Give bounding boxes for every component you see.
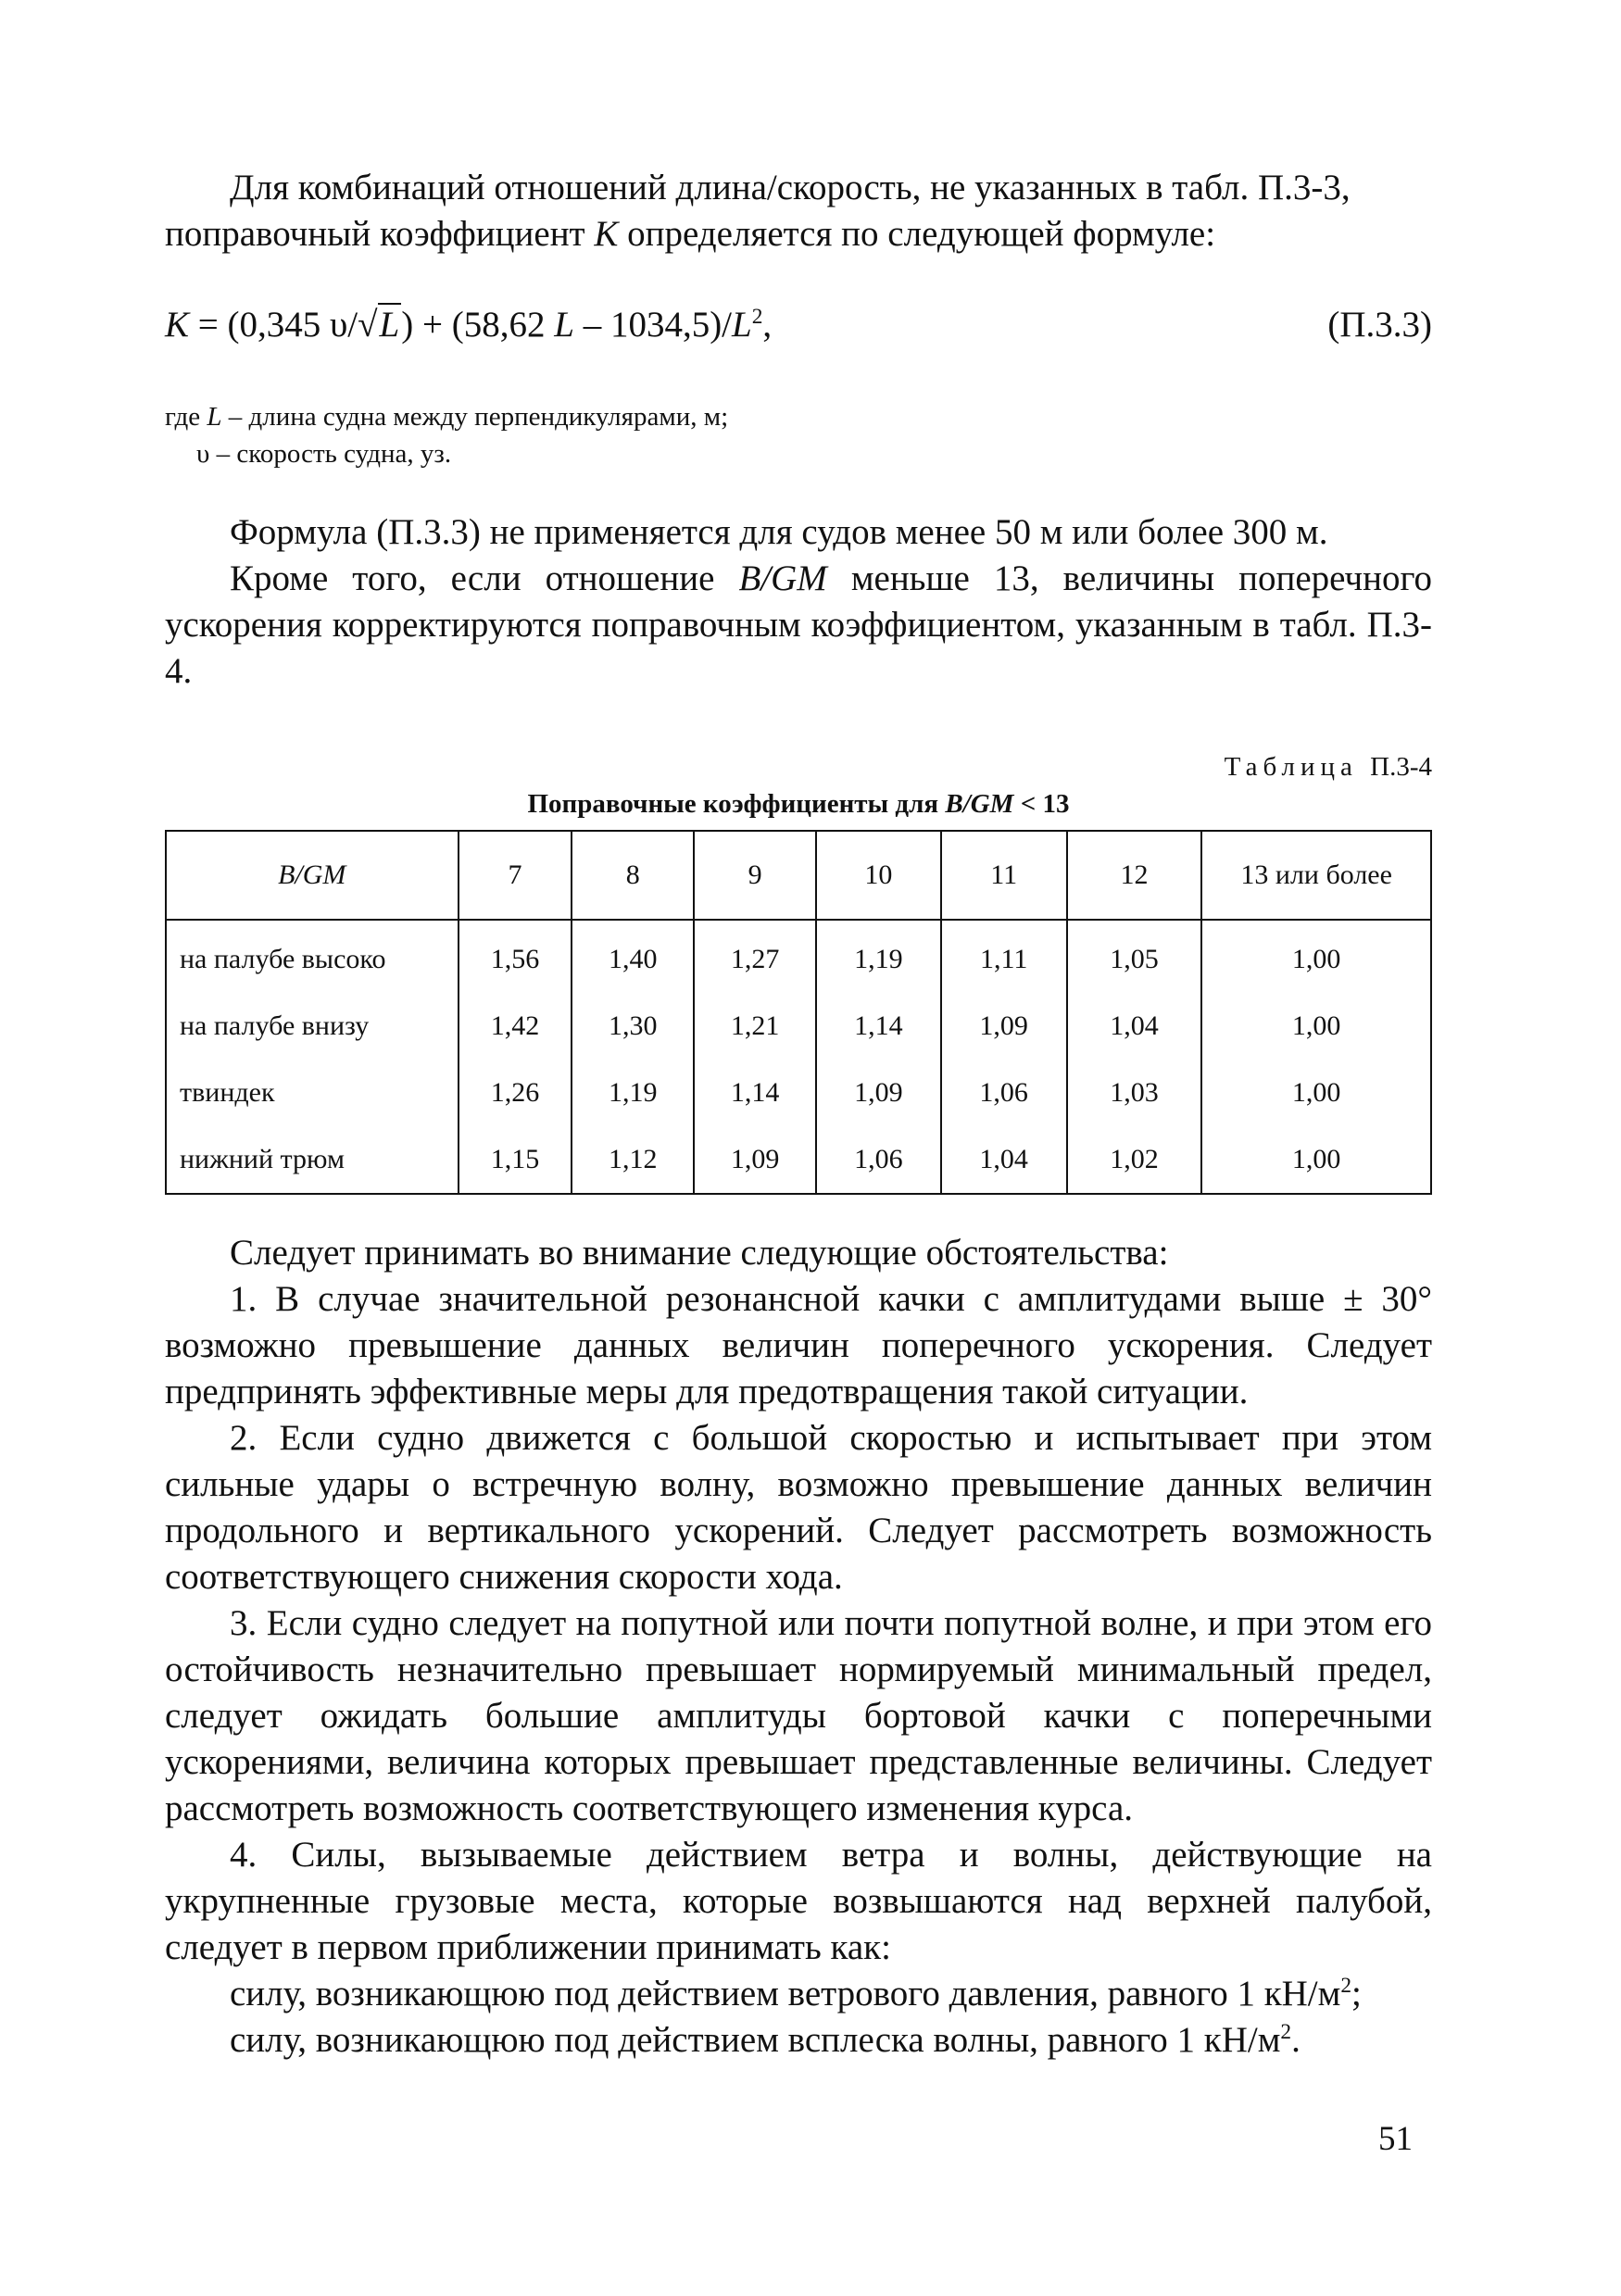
paragraph-2-var: B/GM [738,558,827,598]
header-11: 11 [941,831,1067,920]
definition-prefix: где [165,402,207,432]
table-cell: 1,30 [572,993,694,1060]
table-row [166,920,1431,993]
table-cell: 1,04 [941,1126,1067,1194]
table-cell: 1,09 [694,1126,816,1194]
page-number: 51 [1378,2120,1413,2158]
formula-part-2: ) + (58,62 [401,305,555,345]
intro-text-end: определяется по следующей формуле: [618,214,1216,254]
table-cell: 1,03 [1067,1060,1202,1126]
paragraph-2 [165,556,1432,695]
table-cell: 1,09 [816,1060,941,1126]
table-caption [165,789,1432,820]
table-row [166,1060,1431,1126]
variable-definitions [165,398,728,472]
header-12: 12 [1067,831,1202,920]
row-label: на палубе внизу [166,993,459,1060]
definition-l-text: – длина судна между перпендикулярами, м; [221,402,729,432]
formula-part-1: = (0,345 υ/√ [189,305,378,345]
row-label: твиндек [166,1060,459,1126]
paragraph-2-after: меньше 13, величины поперечного ускорения корректируются поправочным коэффициентом, указанным в табл. П.3-4. [165,558,1432,691]
table-cell: 1,00 [1201,1126,1431,1194]
header-bgm [166,831,459,920]
formula-tail: , [762,305,773,345]
paragraph-2-before: Кроме того, если отношение [230,558,739,598]
formula-p33 [165,304,1432,359]
row-label: на палубе высоко [166,920,459,993]
table-label-word: Таблица [1224,752,1358,782]
consideration-item-1: 1. В случае значительной резонансной качки с амплитудами выше ± 30° возможно превышение данных величин поперечного ускорения. Следует предпринять эффективные меры для предотвращения такой ситуации. [165,1279,1432,1411]
formula-var-l: L [554,305,574,345]
formula-part-3: – 1034,5)/ [573,305,733,345]
table-cell: 1,11 [941,920,1067,993]
table-cell: 1,19 [816,920,941,993]
table-cell: 1,26 [459,1060,572,1126]
table-cell: 1,21 [694,993,816,1060]
table-cell: 1,00 [1201,920,1431,993]
force-wind [165,1971,1432,2017]
table-cell: 1,02 [1067,1126,1202,1194]
table-cell: 1,56 [459,920,572,993]
caption-after: < 13 [1013,789,1070,819]
row-label: нижний трюм [166,1126,459,1194]
force-wave-text: силу, возникающюю под действием всплеска волны, равного 1 кН/м [230,2020,1281,2060]
intro-line-2 [165,211,1432,257]
table-cell: 1,05 [1067,920,1202,993]
definition-var-l: L [207,402,222,432]
sqrt-overline [378,303,402,345]
header-8: 8 [572,831,694,920]
table-header-row [166,831,1431,920]
caption-before: Поправочные коэффициенты для [527,789,946,819]
table-cell: 1,15 [459,1126,572,1194]
table-label-number: П.3-4 [1370,752,1432,782]
table-cell: 1,27 [694,920,816,993]
consideration-item-4: 4. Силы, вызываемые действием ветра и волны, действующие на укрупненные грузовые места, которые возвышаются над верхней палубой, следует в первом приближении принимать как: [165,1835,1432,1967]
formula-exponent: 2 [751,305,763,329]
correction-coefficients-table [165,830,1432,1195]
table-row [166,1126,1431,1194]
intro-paragraph [165,165,1432,257]
formula-sqrt-arg: L [379,305,400,345]
intro-text: поправочный коэффициент [165,214,595,254]
table-cell: 1,04 [1067,993,1202,1060]
header-13-or-more: 13 или более [1201,831,1431,920]
considerations-intro: Следует принимать во внимание следующие обстоятельства: [230,1233,1169,1273]
header-9: 9 [694,831,816,920]
consideration-item-2: 2. Если судно движется с большой скоростью и испытывает при этом сильные удары о встречную волну, возможно превышение данных величин продольного и вертикального ускорений. Следует рассмотреть возможность соответствующего снижения скорости хода. [165,1418,1432,1597]
table-cell: 1,00 [1201,1060,1431,1126]
force-wave-tail: . [1291,2020,1301,2060]
formula-number: (П.3.3) [1327,305,1432,345]
table-label [1225,752,1432,783]
force-wave-exponent: 2 [1280,2020,1292,2044]
header-7: 7 [459,831,572,920]
formula-lhs: K [165,305,190,345]
force-wind-tail: ; [1351,1974,1362,2014]
paragraph-1: Формула (П.3.3) не применяется для судов менее 50 м или более 300 м. [230,512,1328,552]
intro-line-1: Для комбинаций отношений длина/скорость, не указанных в табл. П.3-3, [230,168,1351,207]
definition-l [165,398,728,435]
considerations-section [165,1230,1432,2064]
table-cell: 1,12 [572,1126,694,1194]
header-bgm-text: B/GM [278,859,346,890]
variable-k: K [594,214,619,254]
caption-var: B/GM [945,789,1014,819]
table-cell: 1,14 [816,993,941,1060]
table-cell: 1,00 [1201,993,1431,1060]
force-wind-exponent: 2 [1340,1974,1352,1998]
table-cell: 1,09 [941,993,1067,1060]
force-wave [165,2017,1432,2064]
header-10: 10 [816,831,941,920]
definition-v: υ – скорость судна, уз. [196,439,452,469]
table-cell: 1,06 [941,1060,1067,1126]
table-cell: 1,42 [459,993,572,1060]
table-cell: 1,14 [694,1060,816,1126]
table-cell: 1,40 [572,920,694,993]
table-row [166,993,1431,1060]
paragraph-formula-scope [165,509,1432,695]
formula-var-l-2: L [732,305,752,345]
table-cell: 1,06 [816,1126,941,1194]
force-wind-text: силу, возникающюю под действием ветрового давления, равного 1 кН/м [230,1974,1341,2014]
formula-expression [165,304,772,345]
consideration-item-3: 3. Если судно следует на попутной или почти попутной волне, и при этом его остойчивость незначительно превышает нормируемый минимальный предел, следует ожидать большие амплитуды бортовой качки с поперечными ускорениями, величина которых превышает представленные величины. Следует рассмотреть возможность соответствующего изменения курса. [165,1603,1432,1828]
table-cell: 1,19 [572,1060,694,1126]
